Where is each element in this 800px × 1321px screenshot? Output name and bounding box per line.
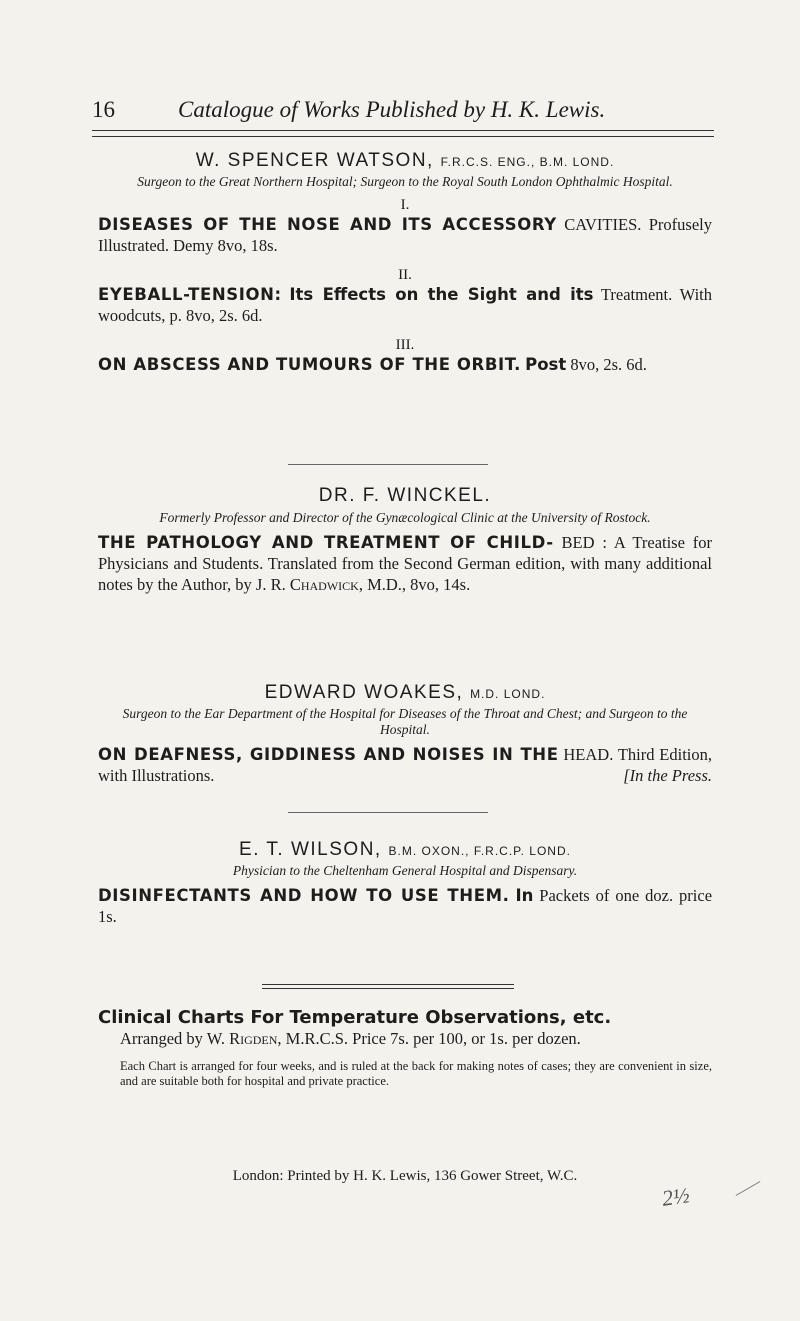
page-number: 16 [92,97,115,122]
work-details: 8vo, 2s. 6d. [570,355,647,374]
work-item [98,284,712,326]
section-divider [262,984,514,985]
work-title: ON DEAFNESS, GIDDINESS AND NOISES IN THE [98,745,559,764]
charts-details [98,1028,712,1049]
publication-status: [In the Press. [623,766,712,785]
work-details: CAVITIES. Profusely Illustrated. Demy 8vo, 18s. [98,215,713,255]
entry-clinical-charts [98,1007,712,1089]
charts-details-b: M.R.C.S. Price 7s. per 100, or 1s. per dozen. [285,1029,581,1048]
work-number: II. [398,267,412,283]
work-item [98,354,712,375]
work-item [98,532,712,595]
margin-stroke [736,1181,761,1196]
arranger-name: Rigden, [229,1029,282,1048]
charts-details-a: Arranged by W. [120,1029,225,1048]
entry-wilson [98,838,712,927]
printer-imprint: London: Printed by H. K. Lewis, 136 Gower Street, W.C. [232,1168,578,1184]
work-title: DISINFECTANTS AND HOW TO USE THEM. [98,886,510,905]
header-rule-2 [92,136,714,137]
author-degrees: B.M. OXON., F.R.C.P. LOND. [388,844,571,858]
author-affiliation: Physician to the Cheltenham General Hospital and Dispensary. [232,863,578,878]
entry-woakes [98,681,712,786]
work-subtitle: Post [525,355,567,374]
charts-title-text: Clinical Charts For Temperature Observations, etc. [98,1007,612,1028]
author-name [98,681,712,706]
work-item [98,885,712,927]
work-details-end: M.D., 8vo, 14s. [367,575,471,594]
translator-name: Chadwick, [289,575,363,594]
author-text: EDWARD WOAKES, [264,682,464,703]
work-details: BED : A Treatise for Physicians and Students. Translated from the Second German edition, with many additional notes by the Author, by J. R. [98,533,712,594]
author-degrees: F.R.C.S. ENG., B.M. LOND. [440,155,615,169]
entry-winckel [98,484,712,595]
author-affiliation: Surgeon to the Great Northern Hospital; Surgeon to the Royal South London Ophthalmic Hospital. [137,174,673,189]
author-affiliation: Formerly Professor and Director of the Gynæcological Clinic at the University of Rostock. [159,510,651,525]
charts-title [98,1007,712,1028]
work-title: DISEASES OF THE NOSE AND ITS ACCESSORY [98,215,557,234]
work-item [98,214,712,256]
work-number: I. [400,197,410,213]
work-number: III. [395,337,415,353]
author-affiliation: Surgeon to the Ear Department of the Hospital for Diseases of the Throat and Chest; and Surgeon to the Hospital. [122,706,688,737]
work-details: HEAD. Third Edition, with Illustrations. [98,745,712,785]
author-name: DR. F. WINCKEL. [318,485,492,506]
header-rule [92,130,714,131]
work-details: Treatment. With woodcuts, p. 8vo, 2s. 6d. [98,285,713,325]
author-text: W. SPENCER WATSON, [195,150,434,171]
work-subtitle: In [515,886,534,905]
charts-note: Each Chart is arranged for four weeks, and is ruled at the back for making notes of cases; they are convenient in size, and are suitable both for hospital and private practice. [120,1059,712,1088]
section-divider [288,812,488,813]
running-title: Catalogue of Works Published by H. K. Lewis. [178,97,606,122]
margin-mark: 2½ [660,1182,692,1211]
work-title: EYEBALL-TENSION: [98,285,282,304]
section-divider-2 [262,988,514,989]
author-text: E. T. WILSON, [239,839,382,860]
work-item [98,744,712,786]
entry-watson [98,149,712,375]
author-name [98,149,712,174]
section-divider [288,464,488,465]
work-subtitle: Its Effects on the Sight and its [289,285,594,304]
work-details: Packets of one doz. price 1s. [98,886,713,926]
work-title: THE PATHOLOGY AND TREATMENT OF CHILD- [98,533,554,552]
author-name [98,838,712,863]
work-title: ON ABSCESS AND TUMOURS OF THE ORBIT. [98,355,521,374]
author-degrees: M.D. LOND. [470,687,546,701]
